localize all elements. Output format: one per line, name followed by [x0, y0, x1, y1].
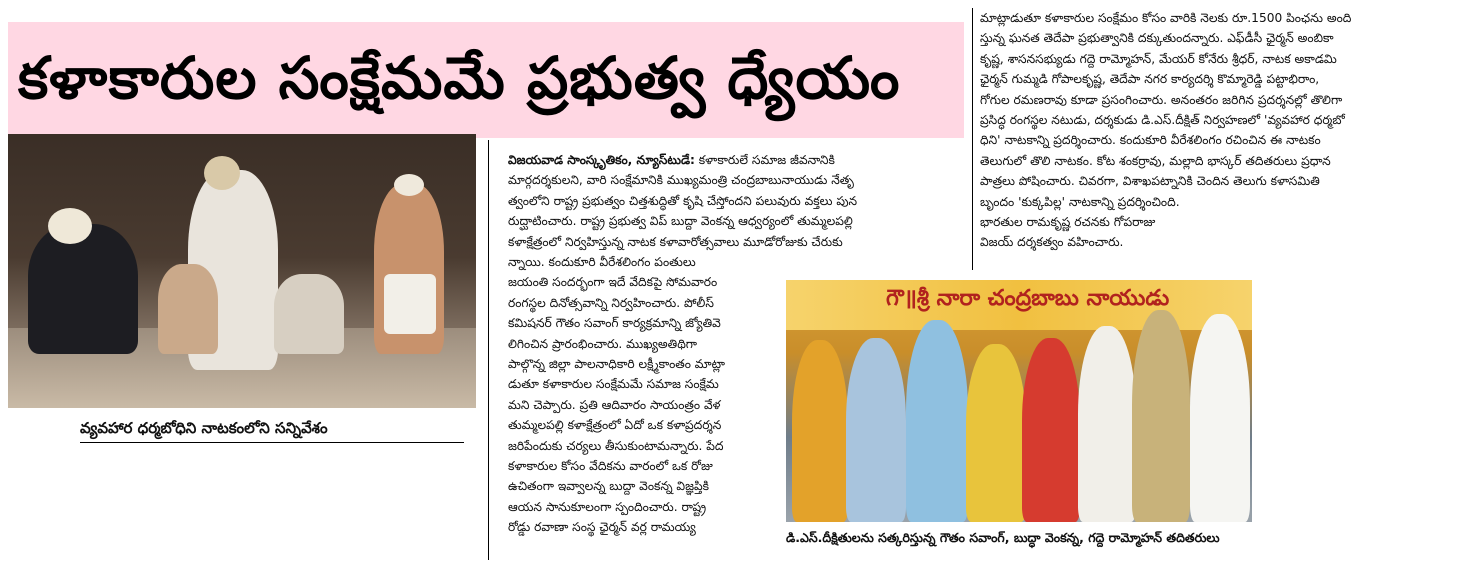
person	[1078, 326, 1136, 522]
dateline: విజయవాడ సాంస్కృతికం, న్యూస్‌టుడే:	[508, 153, 695, 167]
person	[1190, 314, 1250, 522]
text-line: రుద్ఘాటించారు. రాష్ట్ర ప్రభుత్వ విప్ బుద్దా వెంకన్న ఆధ్వర్యంలో తుమ్మలపల్లి	[508, 214, 853, 229]
text-line: కళాకారులే సమాజ జీవనానికి	[698, 153, 835, 167]
text-line: కళాక్షేత్రంలో నిర్వహిస్తున్న నాటక కళావారోత్సవాలు మూడోరోజుకు చేరుకు	[508, 234, 843, 249]
text-line: ప్రసిద్ధ రంగస్థల నటుడు, దర్శకుడు డి.ఎస్.దీక్షిత్ నిర్వహణలో 'వ్యవహార ధర్మబో	[980, 113, 1345, 128]
seated-elder	[274, 274, 344, 354]
text-line: రంగస్థల దినోత్సవాన్ని నిర్వహించారు. పోలీస్	[508, 295, 714, 310]
article-lead	[508, 150, 970, 252]
actor-headcloth	[394, 174, 424, 196]
text-line: రోడ్డు రవాణా సంస్థ ఛైర్మన్ వర్ల రామయ్య	[508, 520, 696, 535]
dhoti	[384, 274, 436, 334]
actor-head	[204, 156, 240, 190]
headline: కళాకారుల సంక్షేమమే ప్రభుత్వ ధ్యేయం	[18, 44, 901, 112]
text-line: జయంతి సందర్భంగా ఇదే వేదికపై సోమవారం	[508, 275, 718, 290]
person	[966, 344, 1026, 522]
text-line: మాట్లాడుతూ కళాకారుల సంక్షేమం కోసం వారికి నెలకు రూ.1500 పింఛను అంది	[980, 11, 1352, 25]
column-divider	[972, 8, 973, 270]
text-line: కళాకారుల కోసం వేదికను వారంలో ఒక రోజు	[508, 459, 713, 474]
person	[792, 340, 848, 522]
honoree	[1022, 338, 1080, 522]
text-line: కమిషనర్ గౌతం సవాంగ్ కార్యక్రమాన్ని జ్యోతివె	[508, 316, 721, 331]
text-line: బృందం 'కుక్కపిల్ల' నాటకాన్ని ప్రదర్శించింది.	[980, 194, 1180, 209]
text-line: గోగుల రమణరావు కూడా ప్రసంగించారు. అనంతరం జరిగిన ప్రదర్శనల్లో తొలిగా	[980, 92, 1343, 107]
column-divider	[488, 140, 489, 560]
article-continued	[980, 8, 1464, 253]
person	[846, 338, 906, 522]
text-line: ఉచితంగా ఇవ్వాలన్న బుద్దా వెంకన్న విజ్ఞప్తికి	[508, 479, 710, 494]
text-line: మార్గదర్శకులని, వారి సంక్షేమానికి ముఖ్యమంత్రి చంద్రబాబునాయుడు నేతృ	[508, 173, 854, 188]
text-line: భారతుల రామకృష్ణ రచనకు గోపరాజు	[980, 215, 1156, 230]
person	[906, 320, 968, 522]
text-line: పాత్రలు పోషించారు. చివరగా, విశాఖపట్నానికి చెందిన తెలుగు కళాసమితి	[980, 174, 1320, 189]
text-line: తెలుగులో తొలి నాటకం. కోట శంకర్రావు, మల్లాది భాస్కర్ తదితరులు ప్రధాన	[980, 153, 1331, 168]
banner-text: గౌ॥శ్రీ నారా చంద్రబాబు నాయుడు	[886, 286, 1170, 311]
seated-actor	[28, 224, 138, 354]
text-line: డుతూ కళాకారుల సంక్షేమమే సమాజ సంక్షేమ	[508, 377, 719, 392]
text-line: లిగించిన ప్రారంభించారు. ముఖ్యఅతిథిగా	[508, 336, 698, 351]
text-line: తుమ్మలపల్లి కళాక్షేత్రంలో ఏదో ఒక కళాప్రదర్శన	[508, 418, 722, 433]
text-line: మని చెప్పారు. ప్రతి ఆదివారం సాయంత్రం వేళ	[508, 397, 721, 412]
text-line: ఆయన సానుకూలంగా స్పందించారు. రాష్ట్ర	[508, 499, 707, 514]
text-line: కృష్ణ, శాసనసభ్యుడు గద్దె రామ్మోహన్, మేయర్ కోనేరు శ్రీధర్, నాటక అకాడమి	[980, 51, 1337, 66]
text-line: జరిపేందుకు చర్యలు తీసుకుంటామన్నారు. పేద	[508, 438, 724, 453]
police-officer	[1132, 310, 1190, 522]
seated-elder	[158, 264, 218, 354]
text-line: త్వంలోని రాష్ట్ర ప్రభుత్వం చిత్తశుద్ధితో కృషి చేస్తోందని పలువురు వక్తలు పున	[508, 193, 858, 208]
text-line: న్నాయి. కందుకూరి వీరేశలింగం పంతులు	[508, 255, 696, 269]
text-line: ఛైర్మన్ గుమ్మడి గోపాలకృష్ణ, తెదేపా నగర కార్యదర్శి కొమ్మారెడ్డి పట్టాభిరాం,	[980, 72, 1320, 87]
article-body	[508, 252, 776, 538]
photo-left-caption: వ్యవహార ధర్మబోధిని నాటకంలోని సన్నివేశం	[80, 414, 464, 443]
text-line: స్తున్న ఘనత తెదేపా ప్రభుత్వానికి దక్కుతుందన్నారు. ఎఫ్‌డీసీ ఛైర్మన్ అంబికా	[980, 31, 1334, 46]
photo-right-caption: డి.ఎస్.దీక్షితులను సత్కరిస్తున్న గౌతం సవాంగ్, బుద్ధా వెంకన్న, గద్దె రామ్మోహన్ తదితరులు	[786, 530, 1220, 545]
text-line: విజయ్ దర్శకత్వం వహించారు.	[980, 235, 1124, 250]
text-line: పాల్గొన్న జిల్లా పాలనాధికారి లక్ష్మీకాంతం మాట్లా	[508, 357, 725, 372]
felicitation-photo	[786, 280, 1252, 522]
actor-turban	[48, 208, 92, 244]
stage-scene-photo	[8, 134, 476, 408]
text-line: ధిని' నాటకాన్ని ప్రదర్శించారు. కందుకూరి వీరేశలింగం రచించిన ఈ నాటకం	[980, 133, 1321, 148]
